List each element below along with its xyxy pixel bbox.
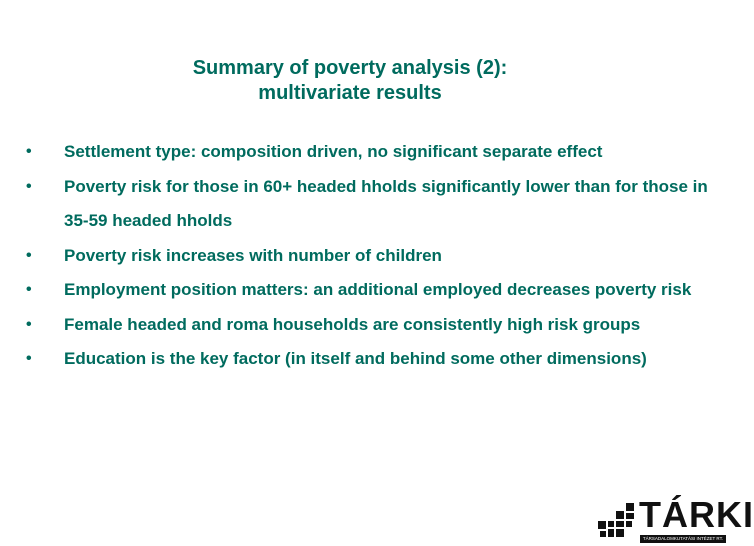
- bullet-item-education: [26, 342, 726, 377]
- bullet-item-female-roma: [26, 308, 726, 343]
- bullet-item-employment: [26, 273, 726, 308]
- bullet-text: Poverty risk increases with number of children: [64, 245, 442, 265]
- bullet-icon: •: [26, 177, 32, 195]
- bullet-text: Poverty risk for those in 60+ headed hholds significantly lower than for those in 35-59 headed hholds: [64, 176, 708, 230]
- slide-title-line-1: Summary of poverty analysis (2):: [192, 57, 508, 79]
- tarki-logo-subtitle: TÁRSADALOMKUTATÁSI INTÉZET RT.: [640, 535, 726, 543]
- bullet-text: Settlement type: composition driven, no significant separate effect: [64, 142, 603, 161]
- bullet-item-children: [26, 239, 726, 274]
- bullet-item-age: [26, 170, 726, 239]
- bullet-icon: •: [26, 315, 32, 333]
- bullet-icon: •: [26, 246, 32, 264]
- bullet-icon: •: [26, 143, 32, 160]
- bullet-icon: •: [26, 350, 32, 367]
- tarki-logo: [598, 493, 754, 545]
- tarki-logo-mark-icon: [598, 499, 634, 539]
- bullet-icon: •: [26, 281, 32, 298]
- bullet-item-settlement: [26, 135, 726, 170]
- bullet-text: Employment position matters: an additional employed decreases poverty risk: [64, 280, 692, 299]
- bullet-list: [26, 135, 726, 377]
- bullet-text: Education is the key factor (in itself and behind some other dimensions): [64, 349, 647, 368]
- tarki-logo-text: TÁRKI: [639, 494, 754, 535]
- slide-title-line-2: multivariate results: [258, 82, 442, 104]
- bullet-text: Female headed and roma households are consistently high risk groups: [64, 314, 641, 334]
- slide-title: [80, 56, 620, 106]
